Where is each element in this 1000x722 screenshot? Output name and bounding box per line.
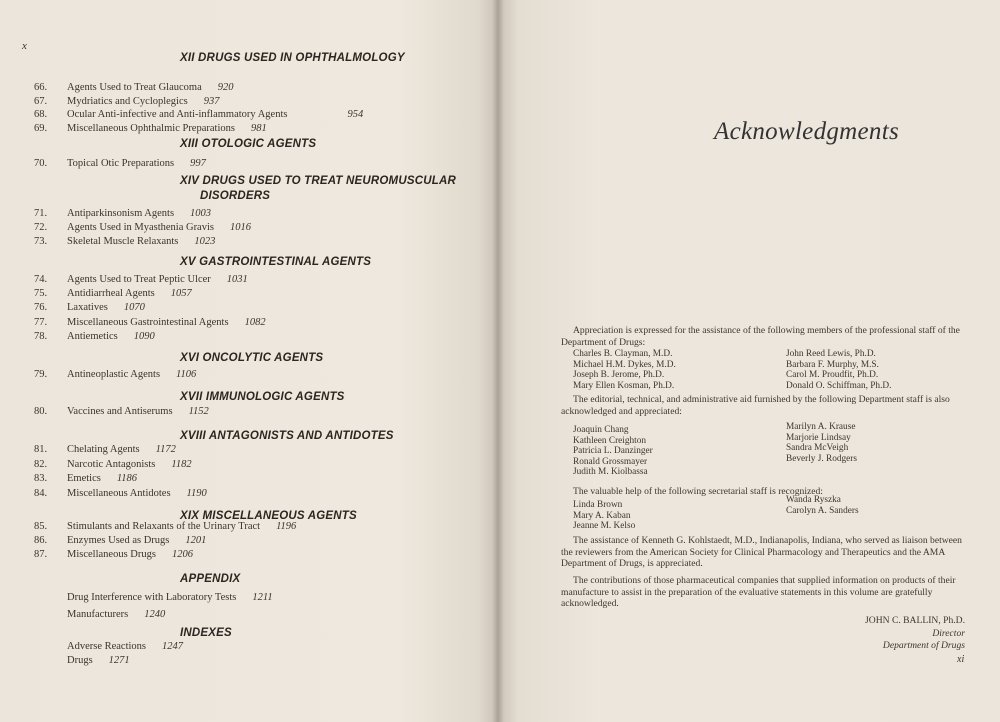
section-heading: XIX MISCELLANEOUS AGENTS xyxy=(180,510,357,522)
person-name: Michael H.M. Dykes, M.D. xyxy=(573,359,676,370)
chapter-title-line xyxy=(67,641,183,652)
chapter-number: 68. xyxy=(34,109,48,120)
page-number: 954 xyxy=(347,109,364,120)
chapter-title: Ocular Anti-infective and Anti-inflammatory Agents xyxy=(67,109,288,120)
chapter-title-line xyxy=(67,331,155,342)
person-name: Joaquin Chang xyxy=(573,425,629,435)
toc-entry xyxy=(0,535,470,549)
chapter-number: 71. xyxy=(34,208,48,219)
chapter-number: 86. xyxy=(34,535,48,546)
paragraph-contributions xyxy=(561,575,971,610)
chapter-title-line xyxy=(67,109,363,120)
chapter-title-line xyxy=(67,274,248,285)
page-number: 1271 xyxy=(108,655,130,666)
person-name: Joseph B. Jerome, Ph.D. xyxy=(573,370,665,380)
page-number: 1106 xyxy=(176,369,197,380)
toc-entry xyxy=(0,317,470,331)
toc-entry xyxy=(0,274,470,288)
chapter-title: Agents Used in Myasthenia Gravis xyxy=(67,222,214,233)
chapter-title: Narcotic Antagonists xyxy=(67,458,156,470)
toc-entry xyxy=(0,473,470,487)
chapter-title: Miscellaneous Gastrointestinal Agents xyxy=(67,316,229,328)
person-name: Barbara F. Murphy, M.S. xyxy=(786,359,879,370)
chapter-number: 70. xyxy=(34,158,48,169)
chapter-title: Enzymes Used as Drugs xyxy=(67,535,170,546)
chapter-title-line xyxy=(67,96,219,107)
page-number: 1247 xyxy=(162,641,184,652)
person-name: Charles B. Clayman, M.D. xyxy=(573,349,673,359)
signature-name: JOHN C. BALLIN, Ph.D. xyxy=(865,615,965,626)
chapter-title: Antiparkinsonism Agents xyxy=(67,208,175,219)
page-number: 1090 xyxy=(133,330,155,342)
chapter-number: 66. xyxy=(34,82,48,93)
chapter-number: 77. xyxy=(34,316,48,328)
person-name: Kathleen Creighton xyxy=(573,435,647,446)
page-number: 981 xyxy=(250,122,267,134)
chapter-title-line xyxy=(67,521,296,532)
toc-entry xyxy=(0,369,470,383)
page-number: 1240 xyxy=(144,609,166,620)
chapter-title-line xyxy=(67,302,145,313)
toc-entry xyxy=(0,109,470,123)
section-heading: XVI ONCOLYTIC AGENTS xyxy=(180,352,324,364)
chapter-title-line xyxy=(67,535,206,546)
person-name: Judith M. Kiolbassa xyxy=(573,467,648,477)
section-heading: XIII OTOLOGIC AGENTS xyxy=(180,138,317,150)
chapter-title-line xyxy=(67,473,137,484)
toc-entry xyxy=(0,288,470,302)
page-number: 1190 xyxy=(186,487,207,499)
section-heading: XII DRUGS USED IN OPHTHALMOLOGY xyxy=(180,52,405,64)
person-name: Jeanne M. Kelso xyxy=(573,521,636,531)
chapter-title-line xyxy=(67,609,165,620)
person-name: Ronald Grossmayer xyxy=(573,456,648,467)
chapter-title: Miscellaneous Antidotes xyxy=(67,487,171,499)
chapter-number: 81. xyxy=(34,444,48,455)
chapter-title-line xyxy=(67,288,192,299)
chapter-title: Manufacturers xyxy=(67,609,129,620)
chapter-title: Stimulants and Relaxants of the Urinary Tract xyxy=(67,521,261,532)
chapter-title-line xyxy=(67,317,266,328)
signature-title: Director xyxy=(932,628,965,639)
toc-entry xyxy=(0,488,470,502)
chapter-number: 69. xyxy=(34,122,48,134)
chapter-title: Drugs xyxy=(67,655,93,666)
page-number: 997 xyxy=(190,158,206,169)
paragraph-editorial xyxy=(561,394,971,417)
toc-entry xyxy=(0,158,470,172)
toc-entry xyxy=(0,406,470,420)
paragraph-text: The contributions of those pharmaceutical companies that supplied information on products of their manufacture to assist in the preparation of the evaluative statements in this volume are gratefully acknowledged. xyxy=(561,575,956,609)
person-name: Marilyn A. Krause xyxy=(786,422,856,432)
chapter-number: 79. xyxy=(34,369,48,380)
section-heading-continued: DISORDERS xyxy=(200,190,271,202)
page-number: 1196 xyxy=(276,521,297,532)
chapter-title: Emetics xyxy=(67,473,101,484)
person-name: John Reed Lewis, Ph.D. xyxy=(786,349,876,359)
section-heading: XVIII ANTAGONISTS AND ANTIDOTES xyxy=(180,430,394,442)
page-number: 1211 xyxy=(252,592,273,603)
chapter-title: Skeletal Muscle Relaxants xyxy=(67,236,179,247)
chapter-title: Chelating Agents xyxy=(67,444,140,455)
chapter-title-line xyxy=(67,549,193,560)
chapter-number: 84. xyxy=(34,487,48,499)
paragraph-secretarial: The valuable help of the following secretarial staff is recognized: xyxy=(573,486,823,497)
chapter-title-line xyxy=(67,369,196,380)
person-name: Donald O. Schiffman, Ph.D. xyxy=(786,380,892,391)
person-name: Marjorie Lindsay xyxy=(786,432,851,443)
chapter-number: 83. xyxy=(34,473,48,484)
chapter-title-line xyxy=(67,123,267,134)
chapter-title-line xyxy=(67,655,130,666)
section-heading: XIV DRUGS USED TO TREAT NEUROMUSCULAR xyxy=(180,175,456,187)
section-heading: XVII IMMUNOLOGIC AGENTS xyxy=(180,391,345,403)
section-heading: APPENDIX xyxy=(180,573,241,585)
chapter-title-line xyxy=(67,236,215,247)
page-number: 1201 xyxy=(185,535,207,546)
page-number: 1023 xyxy=(194,236,216,247)
paragraph-text: The assistance of Kenneth G. Kohlstaedt, M.D., Indianapolis, Indiana, who served as liaison between the reviewers from the American Society for Clinical Pharmacology and Therapeutics and the AMA Department of Drugs, is appreciated. xyxy=(561,535,962,569)
toc-entry xyxy=(0,549,470,563)
chapter-title: Antiemetics xyxy=(67,330,118,342)
toc-entry xyxy=(0,236,470,250)
chapter-number: 87. xyxy=(34,549,48,560)
toc-entry xyxy=(0,222,470,236)
chapter-title: Miscellaneous Ophthalmic Preparations xyxy=(67,122,235,134)
chapter-title: Antineoplastic Agents xyxy=(67,369,161,380)
page-number: 1003 xyxy=(190,208,212,219)
chapter-number: 80. xyxy=(34,406,48,417)
chapter-title: Drug Interference with Laboratory Tests xyxy=(67,592,237,603)
toc-entry xyxy=(0,444,470,458)
toc-entry xyxy=(0,459,470,473)
chapter-title: Laxatives xyxy=(67,302,108,314)
page-number: 1057 xyxy=(170,288,192,300)
person-name: Mary A. Kaban xyxy=(573,510,631,521)
toc-entry xyxy=(0,82,470,96)
chapter-number: 85. xyxy=(34,521,48,532)
chapter-title-line xyxy=(67,208,211,219)
page-number: 1206 xyxy=(171,549,193,560)
page-number: 1172 xyxy=(155,444,176,455)
chapter-title: Adverse Reactions xyxy=(67,641,147,652)
paragraph-appreciation xyxy=(561,325,971,348)
chapter-title-line xyxy=(67,158,206,169)
chapter-number: 75. xyxy=(34,288,48,300)
section-heading: XV GASTROINTESTINAL AGENTS xyxy=(180,256,372,268)
person-name: Patricia L. Danzinger xyxy=(573,446,653,456)
chapter-title-line xyxy=(67,406,209,417)
toc-entry xyxy=(0,331,470,345)
page-number: 920 xyxy=(217,82,234,93)
chapter-title: Miscellaneous Drugs xyxy=(67,549,156,560)
left-page xyxy=(0,0,498,722)
toc-entry xyxy=(0,302,470,316)
toc-entry xyxy=(0,641,470,655)
section-heading: INDEXES xyxy=(180,627,232,639)
chapter-title-line xyxy=(67,82,233,93)
book-gutter xyxy=(492,0,504,722)
toc-entry xyxy=(0,521,470,535)
chapter-number: 82. xyxy=(34,458,48,470)
chapter-number: 78. xyxy=(34,330,48,342)
page-number: 937 xyxy=(203,95,220,107)
toc-entry xyxy=(0,655,470,669)
chapter-number: 74. xyxy=(34,274,48,285)
page-folio-right: xi xyxy=(957,654,965,665)
chapter-title: Agents Used to Treat Glaucoma xyxy=(67,82,202,93)
page-number: 1082 xyxy=(244,316,266,328)
person-name: Wanda Ryszka xyxy=(786,495,841,505)
chapter-title: Antidiarrheal Agents xyxy=(67,288,155,300)
acknowledgments-title: Acknowledgments xyxy=(714,118,900,145)
chapter-title: Agents Used to Treat Peptic Ulcer xyxy=(67,274,211,285)
chapter-title-line xyxy=(67,444,176,455)
right-page xyxy=(498,0,1000,722)
person-name: Linda Brown xyxy=(573,500,623,510)
person-name: Sandra McVeigh xyxy=(786,443,849,453)
chapter-title-line xyxy=(67,222,251,233)
chapter-number: 76. xyxy=(34,302,48,314)
person-name: Carolyn A. Sanders xyxy=(786,505,859,516)
page-number: 1031 xyxy=(226,274,248,285)
page-number: 1152 xyxy=(188,406,209,417)
chapter-number: 67. xyxy=(34,95,48,107)
chapter-title: Vaccines and Antiserums xyxy=(67,406,173,417)
toc-entry xyxy=(0,208,470,222)
chapter-title-line xyxy=(67,488,207,499)
chapter-title-line xyxy=(67,592,273,603)
person-name: Beverly J. Rodgers xyxy=(786,453,858,464)
page-number: 1016 xyxy=(229,222,251,233)
chapter-title: Topical Otic Preparations xyxy=(67,158,175,169)
toc-entry xyxy=(0,592,470,606)
signature-department: Department of Drugs xyxy=(882,640,965,651)
chapter-title-line xyxy=(67,459,192,470)
person-name: Mary Ellen Kosman, Ph.D. xyxy=(573,380,675,391)
paragraph-text: The editorial, technical, and administrative aid furnished by the following Department staff is also acknowledged and appreciated: xyxy=(561,394,950,417)
chapter-number: 72. xyxy=(34,222,48,233)
page-number: 1186 xyxy=(116,473,138,484)
page-number: 1070 xyxy=(123,302,145,314)
chapter-number: 73. xyxy=(34,236,48,247)
toc-entry xyxy=(0,123,470,137)
toc-entry xyxy=(0,96,470,110)
chapter-title: Mydriatics and Cycloplegics xyxy=(67,95,188,107)
paragraph-text: Appreciation is expressed for the assistance of the following members of the professional staff of the Department of Drugs: xyxy=(561,325,960,348)
page-number: 1182 xyxy=(171,458,192,470)
toc-entry xyxy=(0,609,470,623)
page-folio-left: x xyxy=(22,40,27,52)
paragraph-liaison xyxy=(561,535,971,570)
person-name: Carol M. Proudfit, Ph.D. xyxy=(786,370,879,380)
